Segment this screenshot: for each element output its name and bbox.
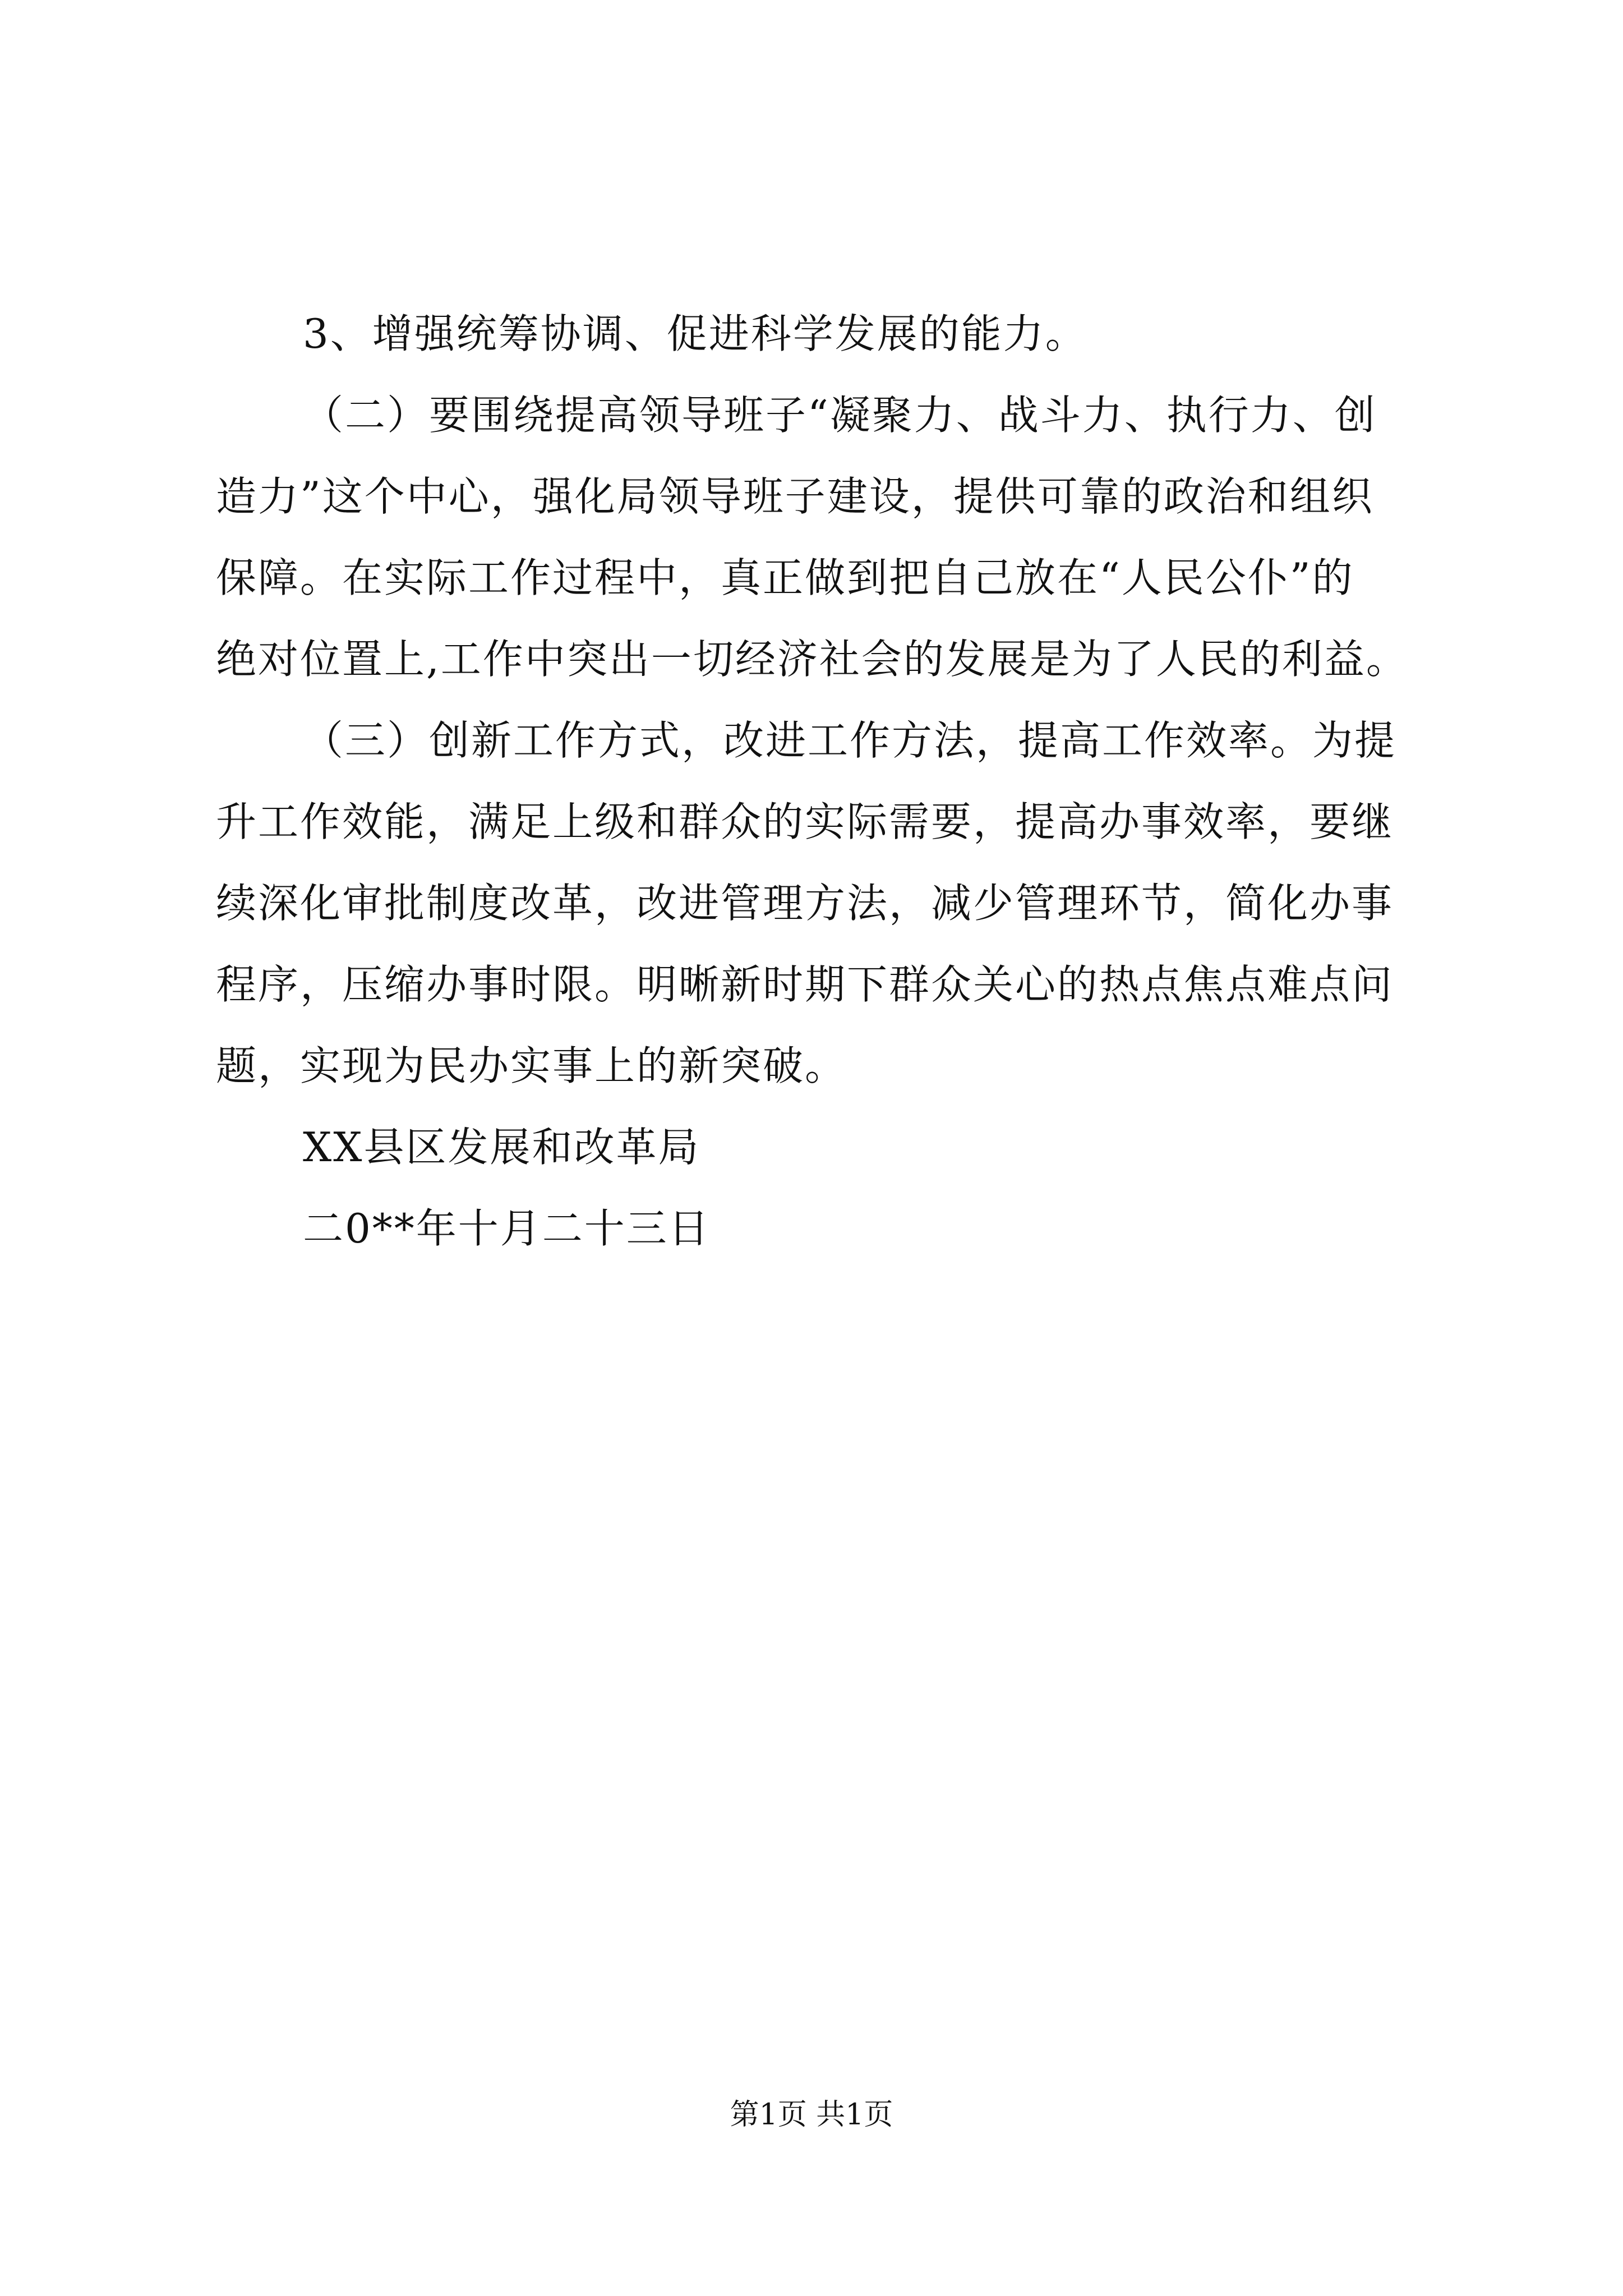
signature-date: 二0**年十月二十三日 (303, 1205, 711, 1252)
paragraph-line-5: 绝对位置上,工作中突出一切经济社会的发展是为了人民的利益。 (216, 636, 1408, 683)
paragraph-line-8: 续深化审批制度改革，改进管理方法，减少管理环节，简化办事 (216, 880, 1394, 927)
paragraph-line-4: 保障。在实际工作过程中，真正做到把自己放在“人民公仆”的 (216, 554, 1354, 601)
paragraph-line-9: 程序，压缩办事时限。明晰新时期下群众关心的热点焦点难点问 (216, 961, 1394, 1008)
paragraph-line-6: （三）创新工作方式，改进工作方法，提高工作效率。为提 (303, 717, 1397, 764)
paragraph-line-7: 升工作效能，满足上级和群众的实际需要，提高办事效率，要继 (216, 798, 1394, 845)
signature-organization: XX县区发展和改革局 (303, 1124, 700, 1171)
page-footer: 第1页 共1页 (730, 2098, 893, 2132)
paragraph-line-3: 造力”这个中心，强化局领导班子建设，提供可靠的政治和组织 (216, 473, 1374, 520)
paragraph-line-1: 3、增强统筹协调、促进科学发展的能力。 (303, 310, 1087, 357)
paragraph-line-2: （二）要围绕提高领导班子“凝聚力、战斗力、执行力、创 (303, 392, 1377, 439)
paragraph-line-10: 题，实现为民办实事上的新突破。 (216, 1042, 847, 1089)
